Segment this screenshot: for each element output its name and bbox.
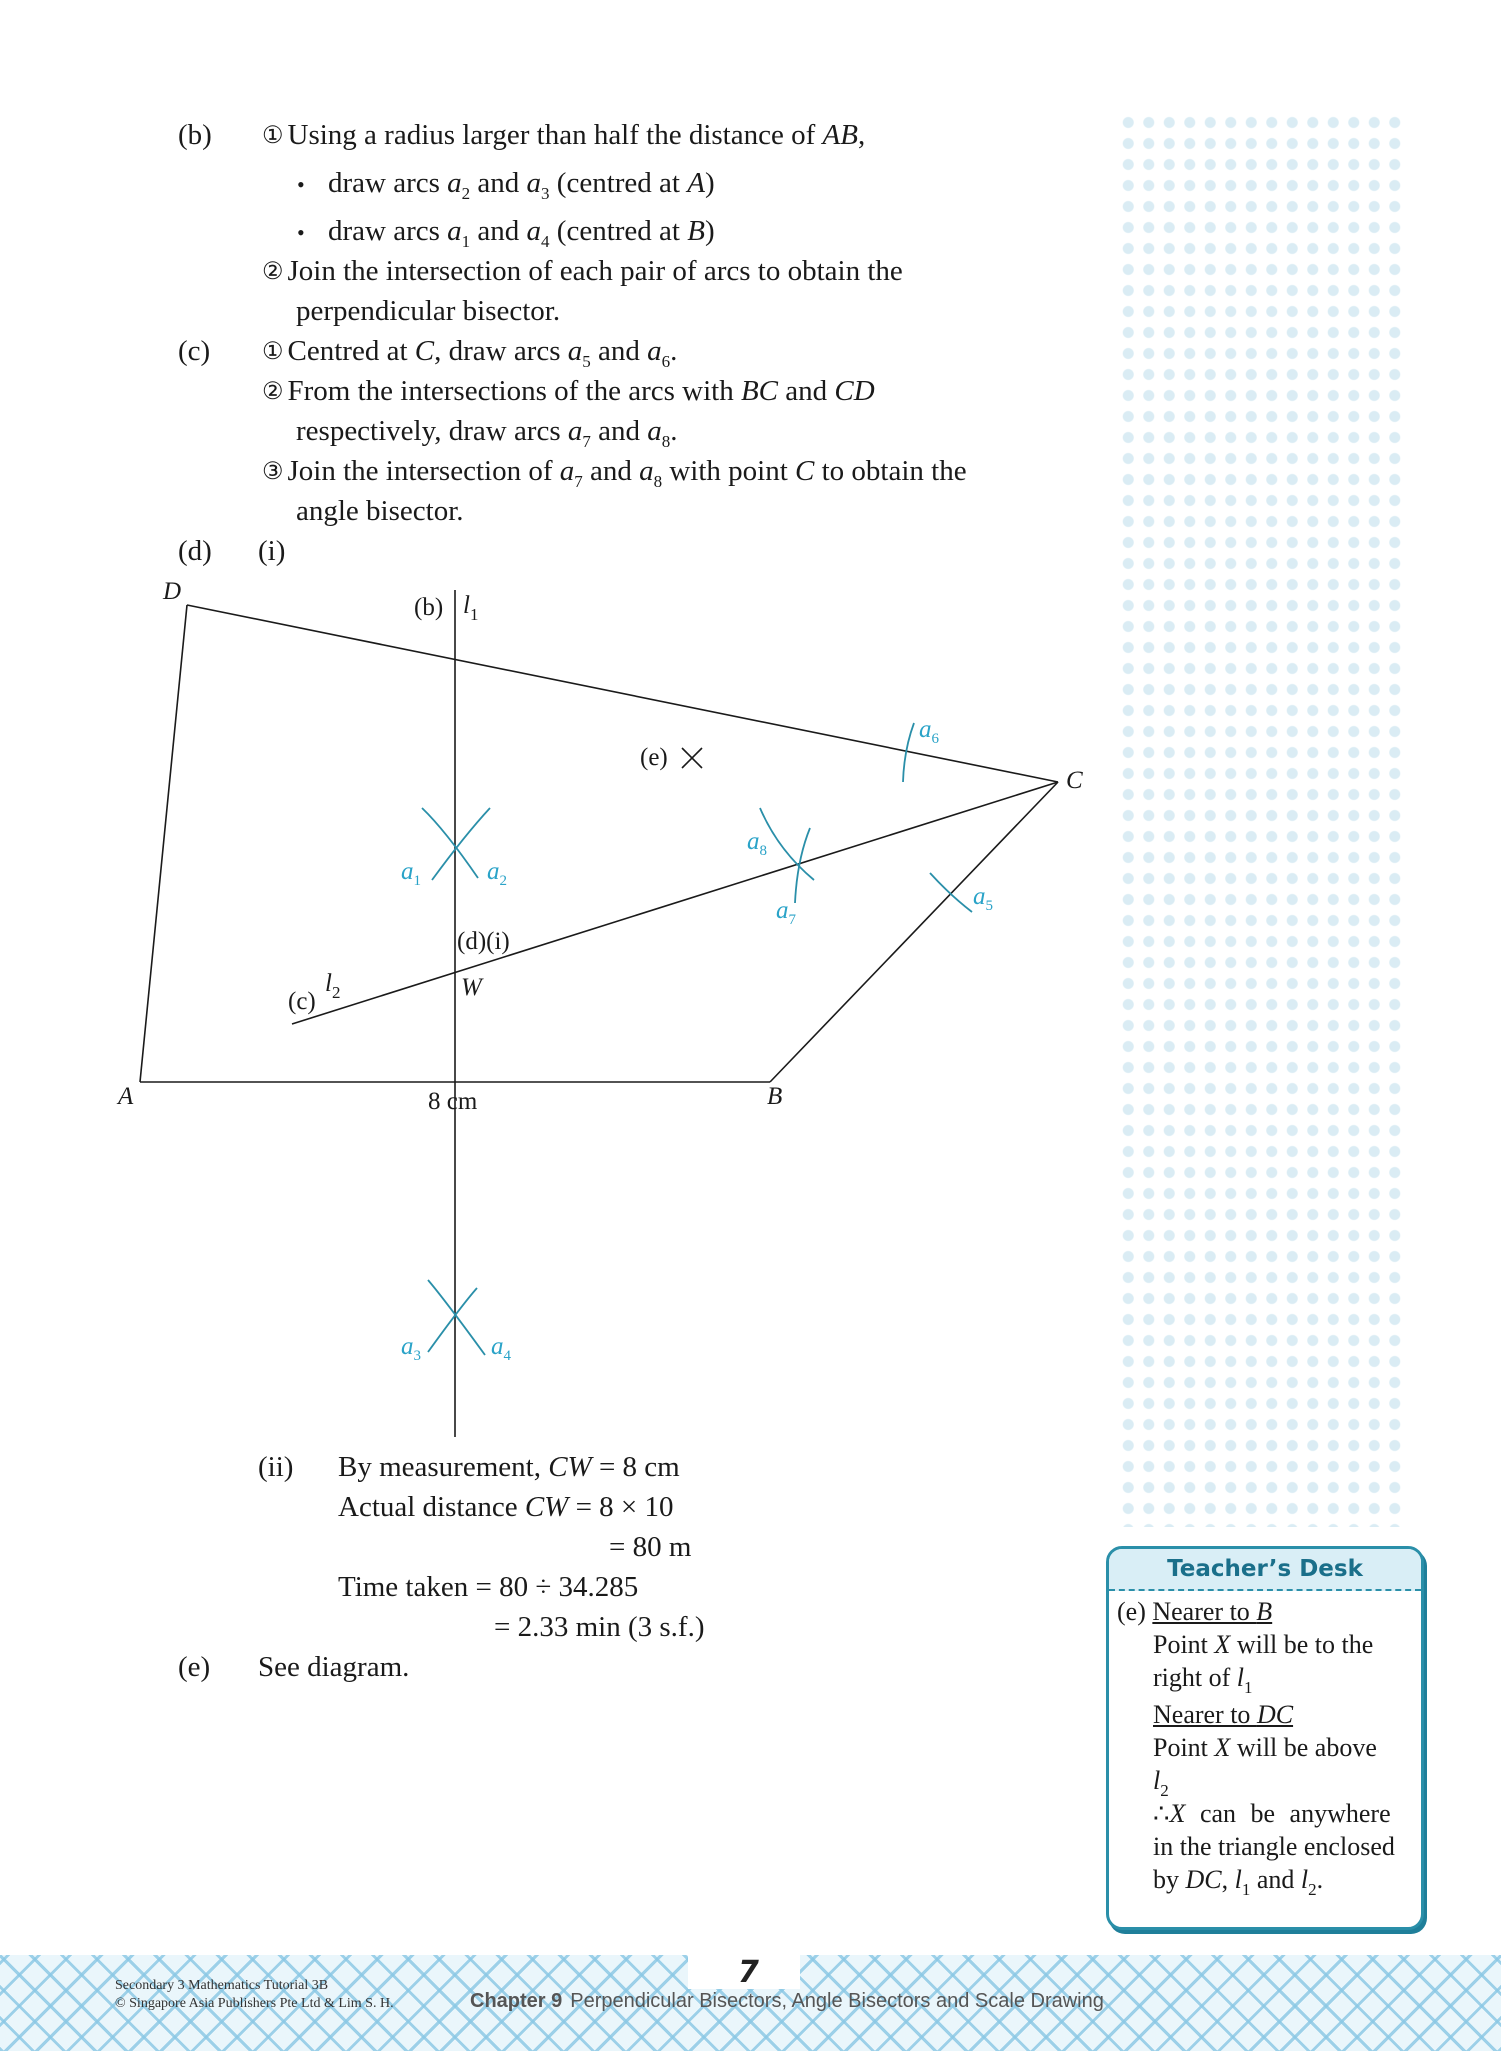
l2-tag: (c) bbox=[288, 988, 316, 1015]
punct: , bbox=[857, 119, 866, 151]
arc-label-a3 bbox=[401, 1333, 421, 1364]
text: right of bbox=[1153, 1663, 1237, 1692]
sub: 7 bbox=[582, 432, 591, 451]
td-line-6: in the triangle enclosed bbox=[1153, 1832, 1395, 1861]
text: Nearer to bbox=[1153, 1700, 1257, 1729]
text: Join the intersection of bbox=[287, 455, 560, 487]
arc-var: a bbox=[559, 455, 575, 487]
angle-bisector-l2 bbox=[292, 782, 1058, 1024]
arc-var: a bbox=[526, 215, 542, 247]
segment-name: AB bbox=[822, 119, 858, 151]
chapter-title: Perpendicular Bisectors, Angle Bisectors and Scale Drawing bbox=[570, 1990, 1104, 2012]
sub: 1 bbox=[1244, 1678, 1253, 1697]
arc-var: a bbox=[747, 828, 760, 855]
part-d-ii-line-3: = 80 m bbox=[609, 1531, 692, 1563]
step-marker-icon: ① bbox=[262, 339, 284, 365]
arc-var: a bbox=[567, 415, 583, 447]
sub: 1 bbox=[469, 605, 479, 624]
footer-copyright: © Singapore Asia Publishers Pte Ltd & Lim S. H. bbox=[115, 1996, 394, 2011]
text: ) bbox=[704, 167, 715, 199]
sub: 6 bbox=[661, 352, 671, 371]
text: and bbox=[590, 335, 648, 367]
part-c-step3-cont: angle bisector. bbox=[296, 495, 464, 527]
ab-length-label: 8 cm bbox=[428, 1088, 478, 1115]
sub: 8 bbox=[759, 843, 767, 859]
footer-chapter bbox=[470, 1990, 1104, 2013]
segment: CW bbox=[524, 1491, 569, 1523]
text: , draw arcs bbox=[434, 335, 568, 367]
text: (centred at bbox=[549, 215, 688, 247]
arc-label-a8 bbox=[747, 828, 767, 859]
line-var: l bbox=[325, 970, 332, 997]
sub: 4 bbox=[541, 232, 550, 251]
teachers-desk-title: Teacher’s Desk bbox=[1109, 1549, 1421, 1591]
td-line-4 bbox=[1117, 1764, 1413, 1800]
text: (centred at bbox=[549, 167, 688, 199]
therefore-symbol: ∴ bbox=[1153, 1799, 1170, 1828]
line-var: l bbox=[1234, 1865, 1242, 1894]
bullet-icon: • bbox=[297, 220, 305, 245]
td-line-2 bbox=[1117, 1661, 1413, 1697]
text: and bbox=[470, 215, 527, 247]
text: . bbox=[670, 415, 678, 447]
arc-var: a bbox=[639, 455, 654, 487]
side-cd bbox=[187, 605, 1058, 782]
point: X bbox=[1214, 1630, 1231, 1659]
text: can be anywhere bbox=[1185, 1799, 1391, 1828]
text: = 8 × 10 bbox=[568, 1491, 674, 1523]
arc-var: a bbox=[919, 716, 932, 743]
text: with point bbox=[662, 455, 796, 487]
text: will be to the bbox=[1230, 1630, 1374, 1659]
part-d-ii-line-1 bbox=[338, 1450, 680, 1484]
segment: DC bbox=[1185, 1865, 1222, 1894]
sub: 4 bbox=[503, 1348, 511, 1364]
bullet-icon: • bbox=[297, 172, 305, 197]
step-marker-icon: ① bbox=[262, 123, 284, 149]
arc-var: a bbox=[401, 858, 414, 885]
sub: 5 bbox=[985, 898, 993, 914]
arc-var: a bbox=[447, 215, 462, 247]
l1-tag: (b) bbox=[414, 594, 444, 621]
sub: 1 bbox=[461, 232, 471, 251]
text: Join the intersection of each pair of arcs to obtain the bbox=[287, 255, 903, 287]
sub: 7 bbox=[574, 472, 583, 491]
teachers-desk-body bbox=[1109, 1591, 1421, 1900]
text: = 8 cm bbox=[591, 1451, 680, 1483]
sub: 2 bbox=[331, 983, 341, 1002]
x-tag: (e) bbox=[640, 744, 668, 771]
arc-label-a6 bbox=[919, 716, 939, 747]
td-line-1 bbox=[1117, 1628, 1413, 1661]
sub: 7 bbox=[788, 912, 796, 928]
part-b-label: (b) bbox=[178, 119, 212, 151]
sub: 5 bbox=[582, 352, 591, 371]
segment: DC bbox=[1256, 1700, 1294, 1729]
arc-var: a bbox=[776, 897, 789, 924]
segment: CD bbox=[834, 375, 875, 407]
point-d-label: D bbox=[163, 578, 182, 605]
text: respectively, draw arcs bbox=[296, 415, 568, 447]
point: C bbox=[414, 335, 435, 367]
part-d-ii-line-2 bbox=[338, 1490, 674, 1524]
sub: 8 bbox=[653, 472, 663, 491]
part-e-text: See diagram. bbox=[258, 1651, 410, 1683]
part-label: (e) bbox=[1117, 1597, 1146, 1626]
arc-label-a2 bbox=[487, 858, 507, 889]
part-d-label: (d) bbox=[178, 535, 212, 567]
arc-a2 bbox=[422, 808, 478, 878]
line-var: l bbox=[463, 592, 470, 619]
part-b-step2-cont: perpendicular bisector. bbox=[296, 295, 561, 327]
point: A bbox=[687, 167, 705, 199]
point-c-label: C bbox=[1066, 767, 1083, 794]
text: . bbox=[1316, 1865, 1324, 1894]
point: C bbox=[795, 455, 815, 487]
td-line-3 bbox=[1117, 1731, 1413, 1764]
text: and bbox=[582, 455, 640, 487]
text: By measurement, bbox=[338, 1451, 549, 1483]
text: Point bbox=[1153, 1733, 1215, 1762]
part-d-ii-line-5: = 2.33 min (3 s.f.) bbox=[494, 1611, 705, 1643]
sub: 2 bbox=[1308, 1880, 1317, 1899]
step-marker-icon: ② bbox=[262, 379, 284, 405]
teachers-desk-box bbox=[1106, 1546, 1424, 1930]
text: draw arcs bbox=[328, 215, 448, 247]
sub: 6 bbox=[931, 731, 939, 747]
arc-var: a bbox=[491, 1333, 504, 1360]
construction-arcs bbox=[422, 723, 972, 1355]
text: and bbox=[590, 415, 648, 447]
text: draw arcs bbox=[328, 167, 448, 199]
text: From the intersections of the arcs with bbox=[287, 375, 741, 407]
arc-a4 bbox=[428, 1280, 485, 1355]
text: ) bbox=[704, 215, 715, 247]
text: Actual distance bbox=[338, 1491, 525, 1523]
footer-book-title: Secondary 3 Mathematics Tutorial 3B bbox=[115, 1978, 329, 1993]
step-marker-icon: ③ bbox=[262, 459, 284, 485]
sub: 2 bbox=[461, 184, 471, 203]
sub: 3 bbox=[541, 184, 550, 203]
text: Point bbox=[1153, 1630, 1215, 1659]
td-heading-1 bbox=[1117, 1595, 1413, 1628]
segment: CW bbox=[548, 1451, 592, 1483]
sub: 2 bbox=[1160, 1781, 1169, 1800]
point: X bbox=[1169, 1799, 1186, 1828]
page-number: 7 bbox=[738, 1955, 759, 1990]
arc-label-a1 bbox=[401, 858, 421, 889]
text: Nearer to bbox=[1152, 1597, 1257, 1626]
text: Centred at bbox=[287, 335, 415, 367]
point-a-label: A bbox=[118, 1083, 134, 1110]
step-text: Using a radius larger than half the distance of bbox=[287, 119, 823, 151]
segment: BC bbox=[740, 375, 779, 407]
point: B bbox=[1256, 1597, 1273, 1626]
line-var: l bbox=[1236, 1663, 1244, 1692]
td-line-7 bbox=[1117, 1863, 1413, 1899]
td-heading-2 bbox=[1153, 1698, 1293, 1731]
arc-label-a5 bbox=[973, 883, 993, 914]
sub: 1 bbox=[1241, 1880, 1251, 1899]
chapter-label: Chapter 9 bbox=[470, 1990, 563, 2012]
part-d-sub-ii: (ii) bbox=[258, 1451, 294, 1483]
part-d-sub-i: (i) bbox=[258, 535, 286, 567]
text: and bbox=[470, 167, 527, 199]
text: will be above bbox=[1230, 1733, 1377, 1762]
part-e-label: (e) bbox=[178, 1651, 211, 1683]
arc-label-a4 bbox=[491, 1333, 511, 1364]
arc-var: a bbox=[973, 883, 986, 910]
side-da bbox=[140, 605, 187, 1082]
point-w-label: W bbox=[461, 974, 482, 1001]
l1-name bbox=[463, 592, 479, 624]
td-line-5 bbox=[1117, 1797, 1413, 1830]
part-c-label: (c) bbox=[178, 335, 211, 367]
line-var: l bbox=[1300, 1865, 1309, 1894]
l2-name bbox=[325, 970, 341, 1002]
x-mark-icon bbox=[682, 748, 702, 768]
sub: 8 bbox=[661, 432, 671, 451]
text: . bbox=[670, 335, 678, 367]
text: to obtain the bbox=[814, 455, 967, 487]
arc-var: a bbox=[447, 167, 462, 199]
sub: 1 bbox=[413, 873, 421, 889]
arc-var: a bbox=[487, 858, 500, 885]
sub: 2 bbox=[499, 873, 507, 889]
w-tag: (d)(i) bbox=[457, 928, 510, 955]
text: and bbox=[1250, 1865, 1301, 1894]
text: , bbox=[1221, 1865, 1235, 1894]
arc-a3 bbox=[428, 1288, 477, 1352]
arc-var: a bbox=[567, 335, 583, 367]
line-var: l bbox=[1153, 1766, 1161, 1795]
step-marker-icon: ② bbox=[262, 259, 284, 285]
underlined-heading bbox=[1152, 1597, 1272, 1626]
sub: 3 bbox=[413, 1348, 421, 1364]
arc-a1 bbox=[432, 808, 490, 880]
quadrilateral-abcd bbox=[140, 605, 1058, 1082]
arc-var: a bbox=[526, 167, 542, 199]
arc-a8 bbox=[760, 808, 814, 880]
arc-var: a bbox=[647, 415, 662, 447]
arc-var: a bbox=[401, 1333, 414, 1360]
text: and bbox=[778, 375, 835, 407]
part-d-ii-line-4: Time taken = 80 ÷ 34.285 bbox=[338, 1571, 639, 1603]
text: by bbox=[1153, 1865, 1186, 1894]
point: X bbox=[1214, 1733, 1231, 1762]
point: B bbox=[687, 215, 705, 247]
point-b-label: B bbox=[767, 1083, 783, 1110]
arc-label-a7 bbox=[776, 897, 796, 928]
arc-var: a bbox=[647, 335, 662, 367]
